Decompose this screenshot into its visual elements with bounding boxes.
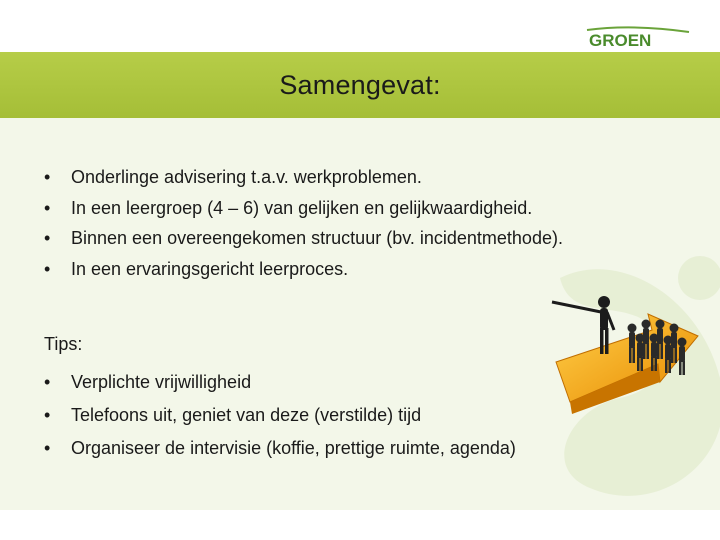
- list-item-text: Organiseer de intervisie (koffie, prettige ruimte, agenda): [71, 438, 516, 458]
- list-item: [44, 223, 704, 254]
- list-item: [44, 162, 704, 193]
- tips-heading: Tips:: [44, 334, 83, 354]
- bullet-glyph: •: [44, 197, 51, 218]
- summary-list: [44, 162, 704, 284]
- list-item: [44, 432, 704, 465]
- figures-on-arrow-icon: [548, 290, 708, 420]
- bullet-glyph: •: [44, 167, 51, 187]
- list-item-text: Onderlinge advisering t.a.v. werkproblemen.: [71, 167, 422, 187]
- bullet-glyph: •: [44, 258, 51, 279]
- bullet-glyph: •: [44, 438, 51, 458]
- list-item-text: Verplichte vrijwilligheid: [71, 372, 252, 392]
- list-item: [44, 193, 704, 224]
- bullet-glyph: •: [44, 372, 51, 392]
- list-item-text: In een ervaringsgericht leerproces.: [71, 258, 349, 279]
- list-item: [44, 254, 704, 285]
- footer-area: [0, 510, 720, 540]
- bullet-glyph: •: [44, 228, 51, 248]
- list-item-text: Telefoons uit, geniet van deze (verstilde) tijd: [71, 405, 422, 425]
- slide-title: Samengevat:: [279, 70, 441, 100]
- bullet-glyph: •: [44, 405, 51, 425]
- list-item-text: Binnen een overeengekomen structuur (bv. incidentmethode).: [71, 228, 563, 248]
- logo-line1: GROEN: [589, 31, 652, 50]
- list-item-text: In een leergroep (4 – 6) van gelijken en gelijkwaardigheid.: [71, 197, 533, 218]
